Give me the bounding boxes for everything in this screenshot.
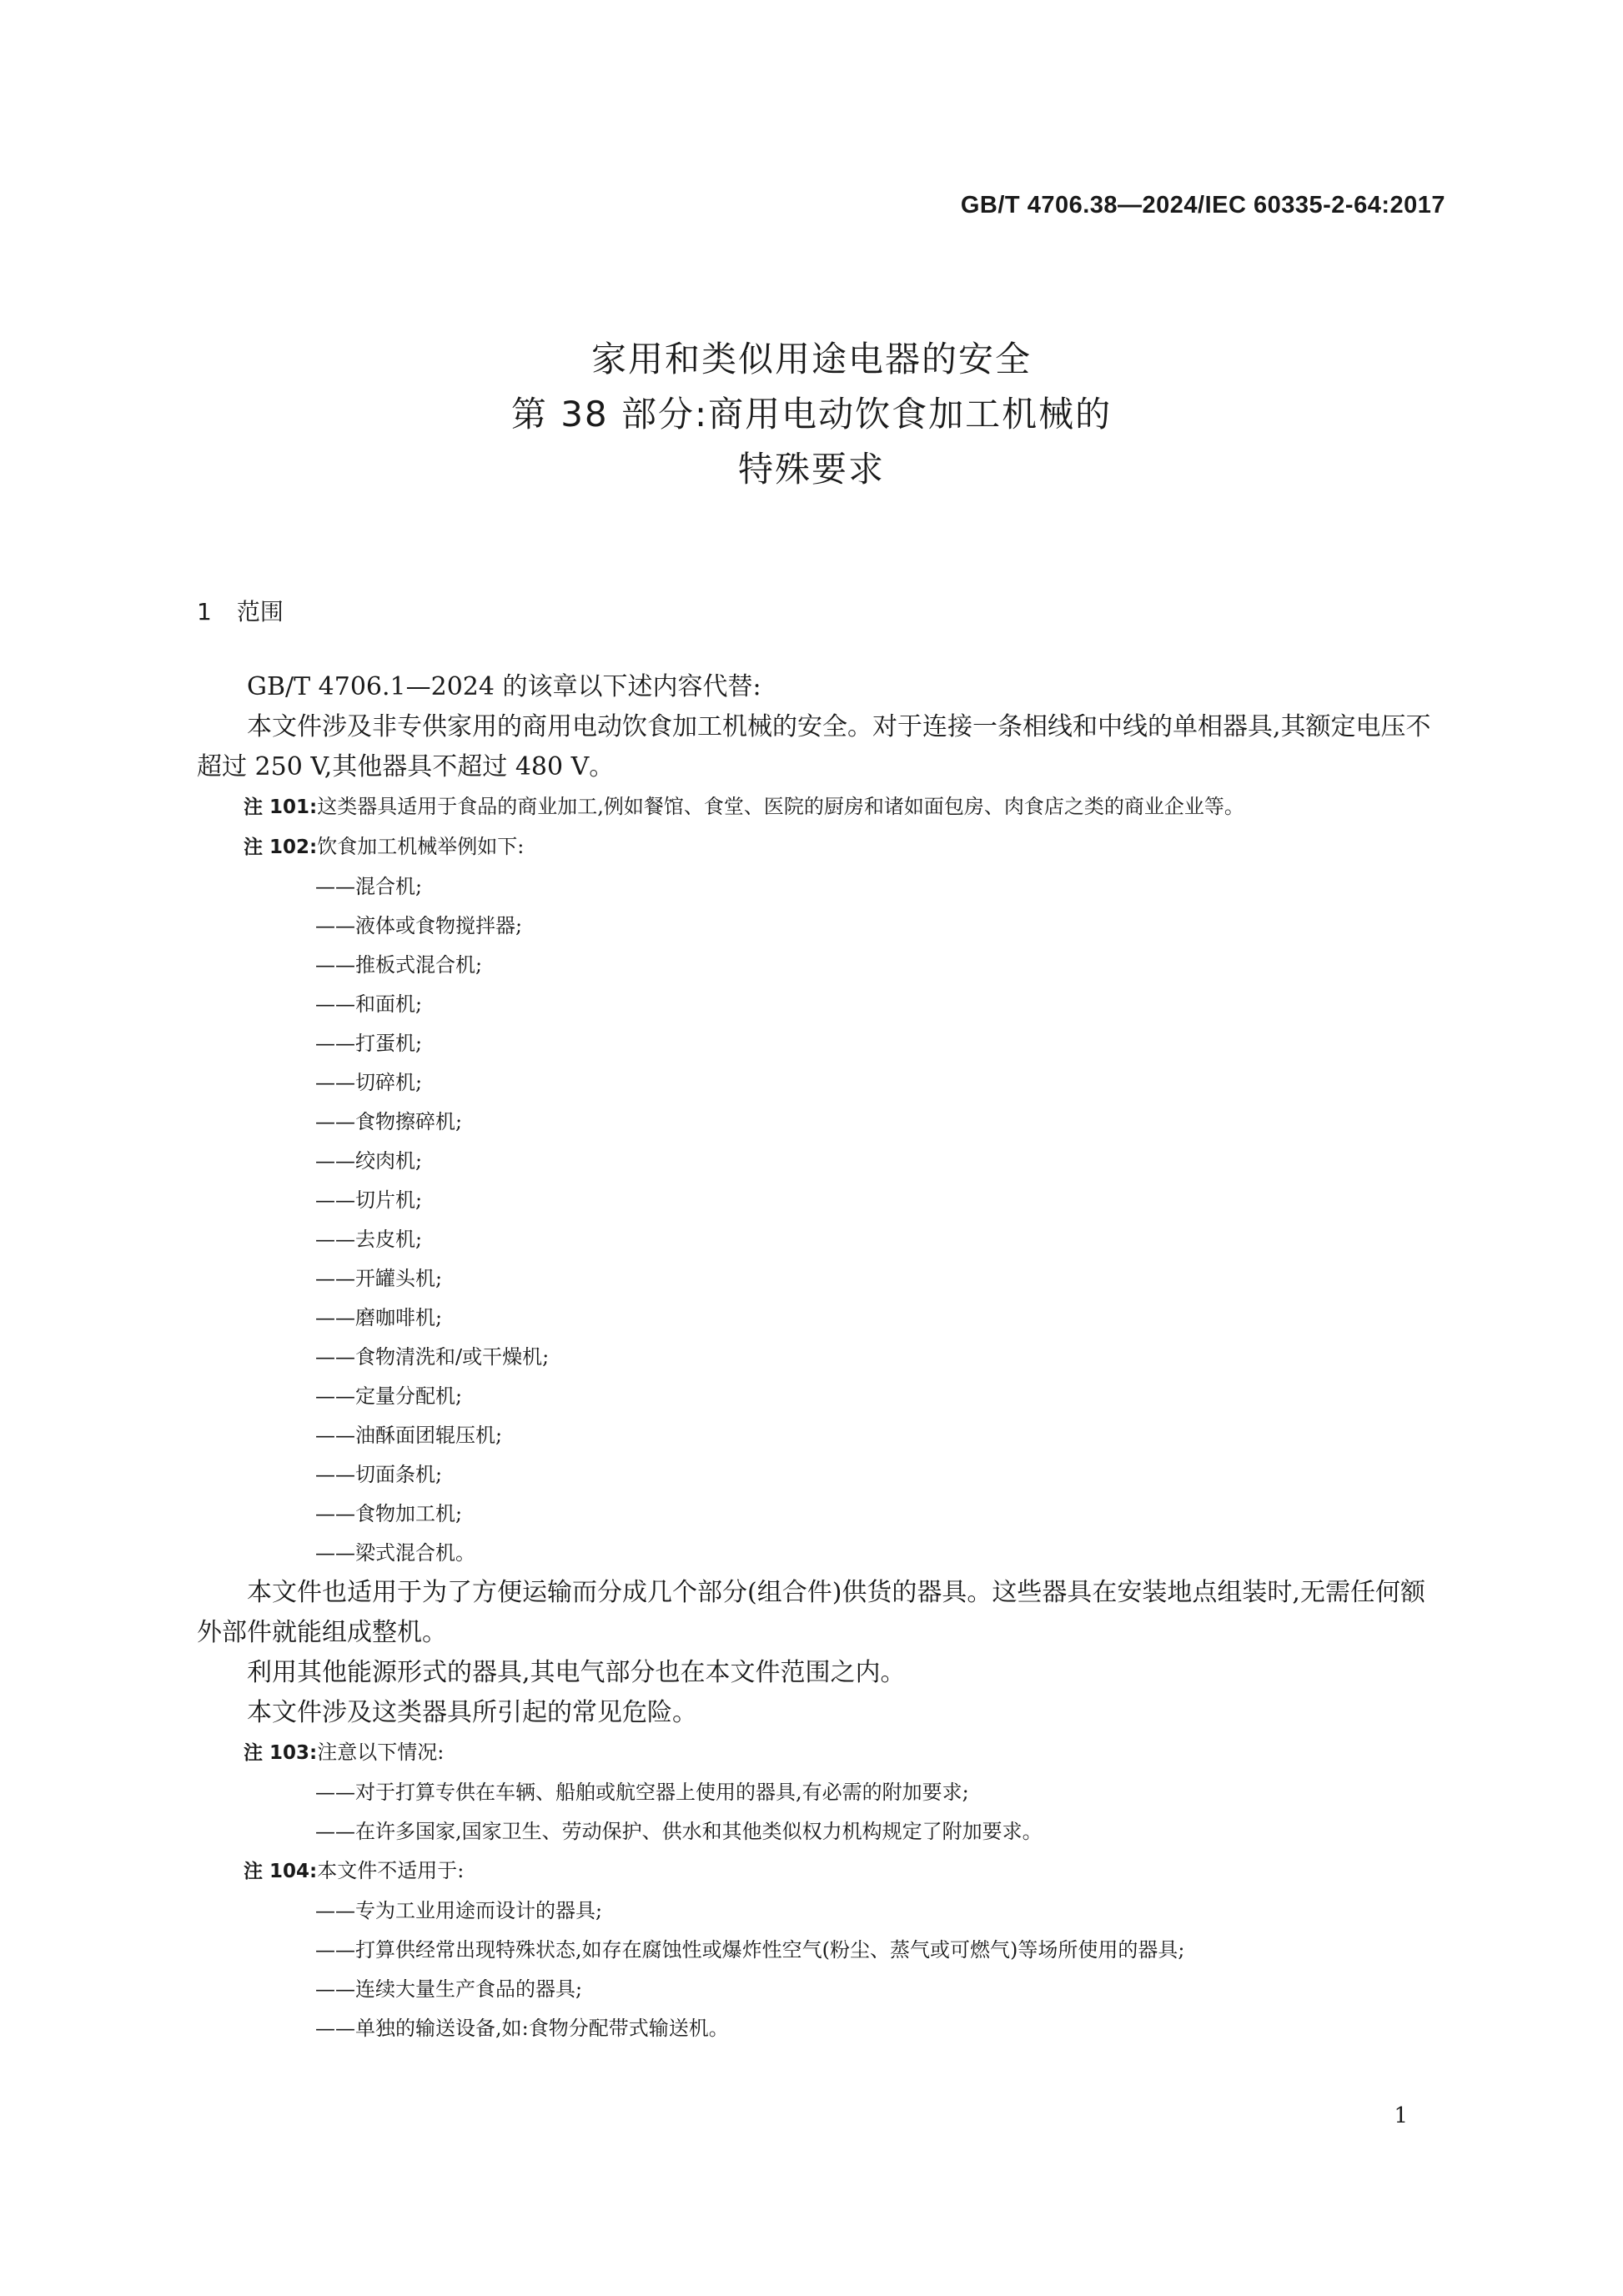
section-number: 1 (197, 598, 212, 625)
note-103 (197, 1733, 1444, 1773)
list-item: ——磨咖啡机; (315, 1306, 443, 1329)
note-label: 注 102: (244, 837, 318, 858)
list-item: ——梁式混合机。 (315, 1541, 475, 1565)
document-title (0, 332, 1623, 497)
list-item: ——推板式混合机; (315, 953, 483, 977)
note-101 (197, 787, 1444, 827)
title-line-2: 第 38 部分:商用电动饮食加工机械的 (510, 394, 1113, 435)
paragraph: 本文件涉及非专供家用的商用电动饮食加工机械的安全。对于连接一条相线和中线的单相器具,其额定电压不超过 250 V,其他器具不超过 480 V。 (197, 712, 1431, 781)
note-104 (197, 1851, 1444, 1892)
list-item: ——在许多国家,国家卫生、劳动保护、供水和其他类似权力机构规定了附加要求。 (315, 1820, 1043, 1843)
list-item: ——专为工业用途而设计的器具; (315, 1899, 603, 1922)
note-text: 本文件不适用于: (317, 1859, 465, 1882)
standard-code: GB/T 4706.38—2024/IEC 60335-2-64:2017 (960, 192, 1445, 219)
note-text: 饮食加工机械举例如下: (317, 835, 525, 858)
note-text: 注意以下情况: (317, 1741, 445, 1764)
title-line-3: 特殊要求 (737, 449, 885, 490)
paragraph: 本文件也适用于为了方便运输而分成几个部分(组合件)供货的器具。这些器具在安装地点组装时,无需任何额外部件就能组成整机。 (197, 1578, 1425, 1647)
list-item: ——切碎机; (315, 1071, 423, 1094)
section-title: 范围 (236, 598, 284, 625)
list-item: ——去皮机; (315, 1228, 423, 1251)
note-102 (197, 827, 1444, 867)
list-item: ——切片机; (315, 1188, 423, 1212)
list-item: ——连续大量生产食品的器具; (315, 1977, 583, 2001)
paragraph: 本文件涉及这类器具所引起的常见危险。 (247, 1698, 697, 1727)
list-item: ——食物擦碎机; (315, 1110, 463, 1133)
list-item: ——切面条机; (315, 1463, 443, 1486)
body-content (197, 667, 1444, 2048)
paragraph: 利用其他能源形式的器具,其电气部分也在本文件范围之内。 (247, 1658, 906, 1687)
note-label: 注 101: (244, 796, 318, 818)
list-item: ——液体或食物搅拌器; (315, 914, 523, 937)
list-item: ——绞肉机; (315, 1149, 423, 1173)
page-number: 1 (1394, 2103, 1408, 2128)
list-item: ——单独的输送设备,如:食物分配带式输送机。 (315, 2017, 729, 2040)
note-text: 这类器具适用于食品的商业加工,例如餐馆、食堂、医院的厨房和诸如面包房、肉食店之类的商业企业等。 (317, 795, 1244, 818)
list-item: ——和面机; (315, 992, 423, 1016)
title-line-1: 家用和类似用途电器的安全 (590, 339, 1032, 379)
list-item: ——打蛋机; (315, 1032, 423, 1055)
list-item: ——混合机; (315, 875, 423, 898)
list-item: ——食物清洗和/或干燥机; (315, 1345, 550, 1369)
list-item: ——对于打算专供在车辆、船舶或航空器上使用的器具,有必需的附加要求; (315, 1781, 969, 1804)
paragraph: GB/T 4706.1—2024 的该章以下述内容代替: (247, 672, 761, 701)
list-item: ——定量分配机; (315, 1384, 463, 1408)
list-item: ——油酥面团辊压机; (315, 1424, 503, 1447)
note-label: 注 103: (244, 1742, 318, 1764)
section-heading (197, 594, 284, 627)
list-item: ——打算供经常出现特殊状态,如存在腐蚀性或爆炸性空气(粉尘、蒸气或可燃气)等场所使用的器具; (315, 1938, 1185, 1962)
list-item: ——食物加工机; (315, 1502, 463, 1525)
note-label: 注 104: (244, 1861, 318, 1882)
list-item: ——开罐头机; (315, 1267, 443, 1290)
